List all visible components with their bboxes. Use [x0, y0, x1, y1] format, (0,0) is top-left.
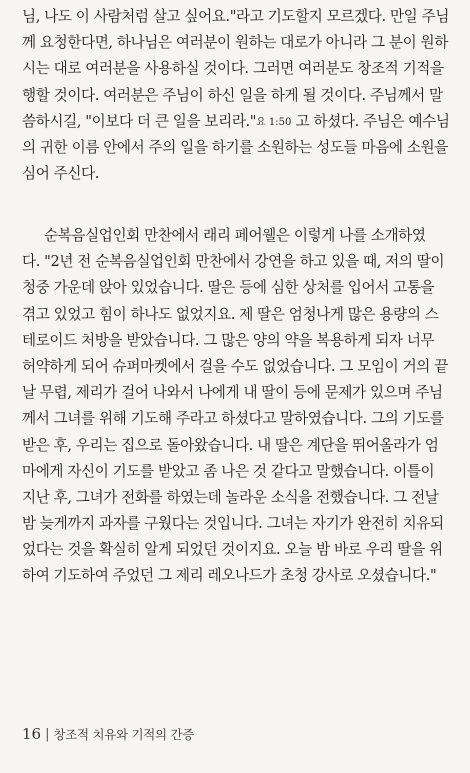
page-footer	[22, 723, 194, 745]
text-line: 마에게 자신이 기도를 받았고 좀 나은 것 같다고 말했습니다. 이틀이	[22, 462, 435, 480]
text-line: 겪고 있었고 힘이 하나도 없었지요. 제 딸은 엄청나게 많은 용량의 스	[22, 305, 439, 323]
text-line: 순복음실업인회 만찬에서 래리 페어웰은 이렇게 나를 소개하였	[44, 227, 426, 244]
text-continuation: 고 하셨다. 주님은 예수님	[291, 112, 450, 130]
text-line: 었다는 것을 확실히 알게 되었던 것이지요. 오늘 밤 바로 우리 딸을 위	[22, 541, 443, 559]
text-line: 지난 후, 그녀가 전화를 하였는데 놀라운 소식을 전했습니다. 그 전날	[22, 488, 439, 506]
footer-separator: |	[45, 726, 50, 742]
text-line: 행할 것이다. 여러분은 주님이 하신 일을 하게 될 것이다. 주님께서 말	[22, 86, 443, 104]
text-line: 님, 나도 이 사람처럼 살고 싶어요."라고 기도할지 모르겠다. 만일 주님	[22, 8, 450, 25]
running-title: 창조적 치유와 기적의 간증	[53, 727, 195, 742]
text-line: 께서 그녀를 위해 기도해 주라고 하셨다고 말하였습니다. 그의 기도를	[22, 410, 444, 428]
scripture-reference: 요 1:50	[256, 116, 292, 128]
paragraph-2	[22, 223, 454, 590]
text-line: 심어 주신다.	[22, 165, 99, 183]
quote-text: 씀하시길, "이보다 더 큰 일을 보리라."	[22, 112, 257, 130]
text-line: 받은 후, 우리는 집으로 돌아왔습니다. 내 딸은 계단을 뛰어올라가 엄	[22, 436, 439, 454]
text-line: 께 요청한다면, 하나님은 여러분이 원하는 대로가 아니라 그 분이 원하	[22, 34, 448, 52]
text-line: 허약하게 되어 슈퍼마켓에서 걸을 수도 없었습니다. 그 모임이 거의 끝	[22, 357, 448, 375]
text-line: 밤 늦게까지 과자를 구웠다는 것입니다. 그녀는 자기가 완전히 치유되	[22, 515, 444, 533]
text-line: 의 귀한 이름 안에서 주의 일을 하기를 소원하는 성도들 마음에 소원을	[22, 138, 448, 156]
text-line	[22, 109, 454, 135]
text-line: 테로이드 처방을 받았습니다. 그 많은 양의 약을 복용하게 되자 너무	[22, 331, 435, 349]
text-line: 하여 기도하여 주었던 그 제리 레오나드가 초청 강사로 오셨습니다."	[22, 567, 437, 585]
text-line: 다. "2년 전 순복음실업인회 만찬에서 강연을 하고 있을 때, 저의 딸이	[22, 253, 445, 271]
text-line: 청중 가운데 앉아 있었습니다. 딸은 등에 심한 상처를 입어서 고통을	[22, 279, 435, 297]
paragraph-1	[22, 4, 454, 187]
text-line: 날 무렵, 제리가 걸어 나와서 나에게 내 딸이 등에 문제가 있으며 주님	[22, 384, 443, 402]
text-line: 시는 대로 여러분을 사용하실 것이다. 그러면 여러분도 창조적 기적을	[22, 60, 444, 78]
page-number: 16	[22, 725, 42, 743]
